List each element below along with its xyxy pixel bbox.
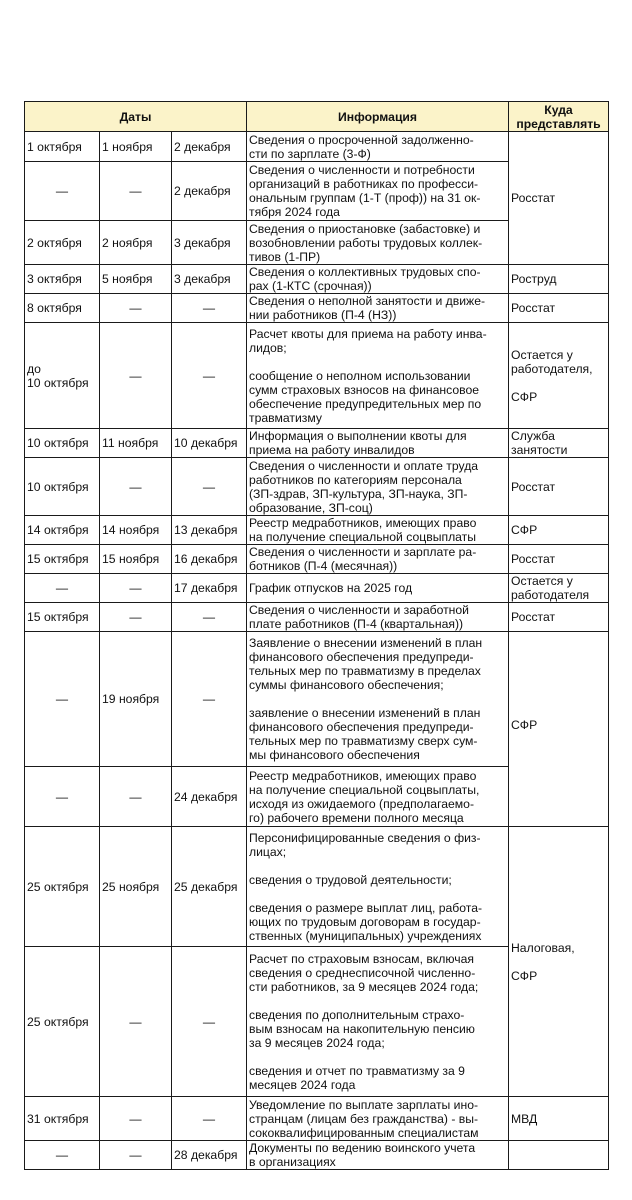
date-november: — bbox=[100, 294, 172, 323]
header-info: Информация bbox=[247, 102, 509, 132]
date-december: 10 декабря bbox=[172, 429, 247, 458]
destination-cell: Росстат bbox=[509, 545, 609, 574]
table-row bbox=[25, 132, 609, 162]
date-october: — bbox=[25, 1141, 100, 1170]
date-november: — bbox=[100, 323, 172, 429]
date-december: 3 декабря bbox=[172, 221, 247, 265]
date-december: 16 декабря bbox=[172, 545, 247, 574]
date-october: 10 октября bbox=[25, 458, 100, 516]
destination-cell: Росстат bbox=[509, 458, 609, 516]
date-december: — bbox=[172, 294, 247, 323]
info-cell: Сведения о численности и заработной плате работников (П-4 (квартальная)) bbox=[247, 603, 509, 632]
date-december: 25 декабря bbox=[172, 827, 247, 947]
destination-cell bbox=[509, 1141, 609, 1170]
destination-cell: Служба занятости bbox=[509, 429, 609, 458]
info-cell: Сведения о просроченной задолженно- сти по зарплате (3-Ф) bbox=[247, 132, 509, 162]
date-october: до 10 октября bbox=[25, 323, 100, 429]
table-row bbox=[25, 516, 609, 545]
destination-cell: Остается у работодателя bbox=[509, 574, 609, 603]
date-october: — bbox=[25, 162, 100, 221]
date-december: — bbox=[172, 603, 247, 632]
table-header-row bbox=[25, 102, 609, 132]
table-row bbox=[25, 265, 609, 294]
date-november: — bbox=[100, 947, 172, 1097]
destination-cell: Росстат bbox=[509, 294, 609, 323]
date-december: 24 декабря bbox=[172, 767, 247, 827]
info-cell: Сведения о численности и зарплате ра- ботников (П-4 (месячная)) bbox=[247, 545, 509, 574]
date-october: 14 октября bbox=[25, 516, 100, 545]
table-row bbox=[25, 458, 609, 516]
date-october: 2 октября bbox=[25, 221, 100, 265]
destination-cell: МВД bbox=[509, 1097, 609, 1141]
date-december: — bbox=[172, 458, 247, 516]
date-october: 1 октября bbox=[25, 132, 100, 162]
table-row bbox=[25, 294, 609, 323]
destination-cell: Остается у работодателя, СФР bbox=[509, 323, 609, 429]
date-october: — bbox=[25, 632, 100, 767]
table-row bbox=[25, 632, 609, 767]
destination-cell: Налоговая, СФР bbox=[509, 827, 609, 1097]
table-row bbox=[25, 1141, 609, 1170]
table-row bbox=[25, 429, 609, 458]
date-december: — bbox=[172, 947, 247, 1097]
date-november: — bbox=[100, 1097, 172, 1141]
destination-cell: СФР bbox=[509, 632, 609, 827]
table-row bbox=[25, 323, 609, 429]
date-december: 2 декабря bbox=[172, 162, 247, 221]
date-december: 13 декабря bbox=[172, 516, 247, 545]
reporting-deadlines-table bbox=[24, 101, 609, 1170]
date-october: — bbox=[25, 767, 100, 827]
info-cell: Расчет квоты для приема на работу инва- лидов; сообщение о неполном использовании сумм страховых взносов на финансовое обеспечение предупредительных мер по травматизму bbox=[247, 323, 509, 429]
date-october: 8 октября bbox=[25, 294, 100, 323]
date-december: — bbox=[172, 323, 247, 429]
info-cell: Уведомление по выплате зарплаты ино- странцам (лицам без гражданства) - вы- сококвалифицированным специалистам bbox=[247, 1097, 509, 1141]
date-october: 10 октября bbox=[25, 429, 100, 458]
info-cell: Сведения о неполной занятости и движе- нии работников (П-4 (НЗ)) bbox=[247, 294, 509, 323]
date-december: 17 декабря bbox=[172, 574, 247, 603]
destination-cell: Росстат bbox=[509, 603, 609, 632]
date-november: — bbox=[100, 162, 172, 221]
info-cell: Реестр медработников, имеющих право на получение специальной соцвыплаты bbox=[247, 516, 509, 545]
date-november: — bbox=[100, 1141, 172, 1170]
info-cell: Сведения о численности и потребности организаций в работниках по професси- ональным группам (1-Т (проф)) на 31 ок- тября 2024 года bbox=[247, 162, 509, 221]
date-october: 31 октября bbox=[25, 1097, 100, 1141]
table-row bbox=[25, 545, 609, 574]
date-november: 5 ноября bbox=[100, 265, 172, 294]
date-november: 1 ноября bbox=[100, 132, 172, 162]
info-cell: Сведения о приостановке (забастовке) и возобновлении работы трудовых коллек- тивов (1-ПР) bbox=[247, 221, 509, 265]
info-cell: Реестр медработников, имеющих право на получение специальной соцвыплаты, исходя из ожидаемого (предполагаемо- го) рабочего времени полного месяца bbox=[247, 767, 509, 827]
date-october: 15 октября bbox=[25, 603, 100, 632]
destination-cell: СФР bbox=[509, 516, 609, 545]
destination-cell: Роструд bbox=[509, 265, 609, 294]
date-october: 15 октября bbox=[25, 545, 100, 574]
info-cell: Сведения о численности и оплате труда работников по категориям персонала (ЗП-здрав, ЗП-культура, ЗП-наука, ЗП- образование, ЗП-соц) bbox=[247, 458, 509, 516]
date-november: — bbox=[100, 767, 172, 827]
date-december: 28 декабря bbox=[172, 1141, 247, 1170]
info-cell: Документы по ведению воинского учета в организациях bbox=[247, 1141, 509, 1170]
header-dates: Даты bbox=[25, 102, 247, 132]
date-november: — bbox=[100, 603, 172, 632]
info-cell: Расчет по страховым взносам, включая сведения о среднесписочной численно- сти работников, за 9 месяцев 2024 года; сведения по дополнительным страхо- вым взносам на накопительную пенсию за 9 месяцев 2024 года; сведения и отчет по травматизму за 9 месяцев 2024 года bbox=[247, 947, 509, 1097]
date-november: 25 ноября bbox=[100, 827, 172, 947]
date-november: — bbox=[100, 458, 172, 516]
date-december: — bbox=[172, 1097, 247, 1141]
date-december: — bbox=[172, 632, 247, 767]
date-november: 14 ноября bbox=[100, 516, 172, 545]
date-november: 19 ноября bbox=[100, 632, 172, 767]
info-cell: Персонифицированные сведения о физ- лицах; сведения о трудовой деятельности; сведения о размере выплат лиц, работа- ющих по трудовым договорам в государ- ственных (муниципальных) учреждениях bbox=[247, 827, 509, 947]
info-cell: Информация о выполнении квоты для приема на работу инвалидов bbox=[247, 429, 509, 458]
date-october: 25 октября bbox=[25, 947, 100, 1097]
date-october: 3 октября bbox=[25, 265, 100, 294]
date-november: 2 ноября bbox=[100, 221, 172, 265]
date-november: — bbox=[100, 574, 172, 603]
header-where: Куда представлять bbox=[509, 102, 609, 132]
date-october: 25 октября bbox=[25, 827, 100, 947]
date-november: 11 ноября bbox=[100, 429, 172, 458]
date-december: 3 декабря bbox=[172, 265, 247, 294]
info-cell: Заявление о внесении изменений в план финансового обеспечения предупреди- тельных мер по травматизму в пределах суммы финансового обеспечения; заявление о внесении изменений в план финансового обеспечения предупреди- тельных мер по травматизму сверх сум- мы финансового обеспечения bbox=[247, 632, 509, 767]
info-cell: График отпусков на 2025 год bbox=[247, 574, 509, 603]
table-row bbox=[25, 603, 609, 632]
table-row bbox=[25, 574, 609, 603]
table-row bbox=[25, 1097, 609, 1141]
deadline-table-wrapper bbox=[24, 101, 608, 1170]
destination-cell: Росстат bbox=[509, 132, 609, 265]
date-december: 2 декабря bbox=[172, 132, 247, 162]
table-row bbox=[25, 827, 609, 947]
info-cell: Сведения о коллективных трудовых спо- рах (1-КТС (срочная)) bbox=[247, 265, 509, 294]
date-october: — bbox=[25, 574, 100, 603]
date-november: 15 ноября bbox=[100, 545, 172, 574]
